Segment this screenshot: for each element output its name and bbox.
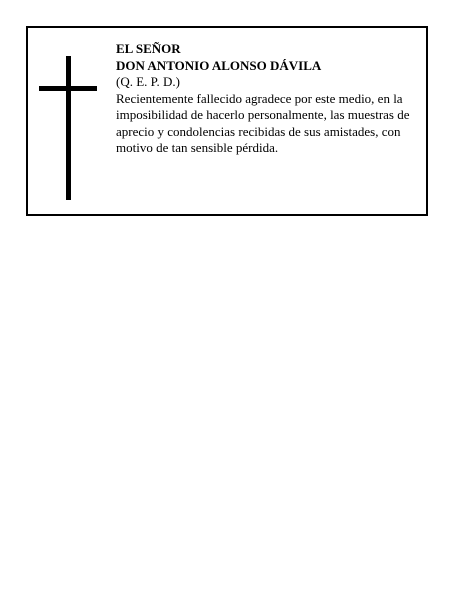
deceased-name: DON ANTONIO ALONSO DÁVILA xyxy=(116,57,322,73)
notice-text-block xyxy=(116,41,422,157)
cross-vertical-bar xyxy=(66,56,71,200)
cross-horizontal-bar xyxy=(39,86,97,91)
obituary-notice xyxy=(26,26,428,216)
rip-label: (Q. E. P. D.) xyxy=(116,74,180,89)
gratitude-message: Recientemente fallecido agradece por este medio, en la imposibilidad de hacerlo personalmente, las muestras de aprecio y condolencias recibidas de sus amistades, con motivo de tan sensible pérdida. xyxy=(116,90,410,155)
notice-title: EL SEÑOR xyxy=(116,41,181,56)
